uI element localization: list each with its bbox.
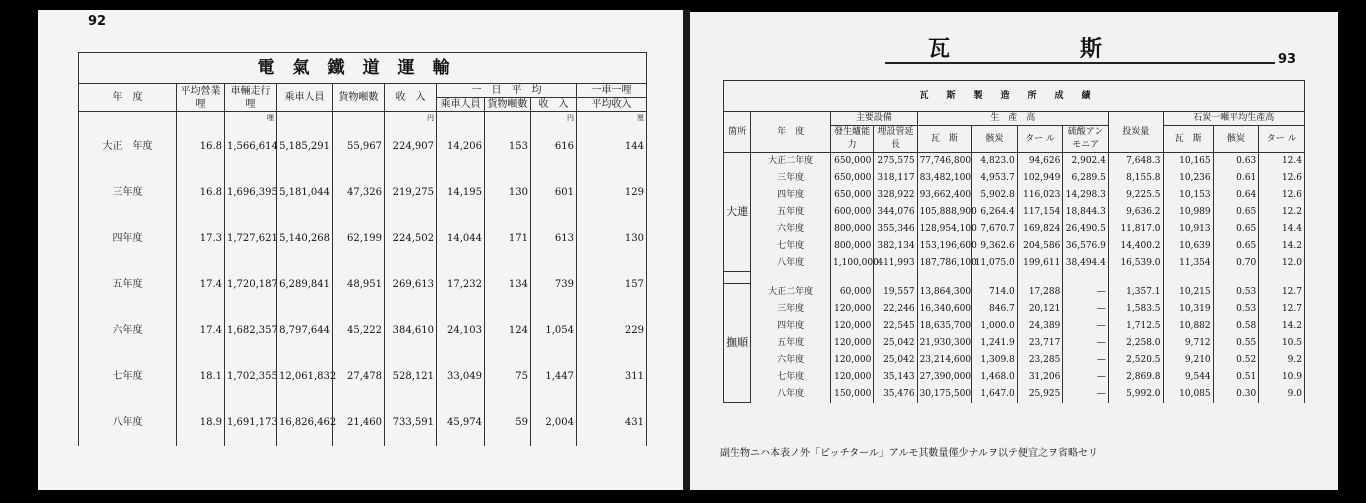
table-cell: 2,869.8 <box>1108 369 1163 386</box>
table-cell: 11,075.0 <box>972 255 1018 272</box>
table-cell: 55,967 <box>333 124 385 170</box>
table-cell: 30,175,500 <box>917 386 972 403</box>
electric-railway-table <box>78 52 647 446</box>
table-cell: — <box>1063 335 1109 352</box>
row-year: 六年度 <box>79 308 177 354</box>
table-cell: 23,214,600 <box>917 352 972 369</box>
table-cell: 75 <box>485 354 531 400</box>
table-cell: 5,185,291 <box>277 124 333 170</box>
row-year: 七年度 <box>751 369 831 386</box>
table-cell: 94,626 <box>1017 153 1063 170</box>
table-cell: 12.0 <box>1259 255 1305 272</box>
table-cell: 18.9 <box>177 400 225 446</box>
row-year: 五年度 <box>751 204 831 221</box>
footnote: 副生物ニハ本表ノ外「ピッチタール」アルモ其數量僅少ナルヲ以テ便宜之ヲ省略セリ <box>720 448 1098 459</box>
table-cell: 102,949 <box>1017 170 1063 187</box>
table-cell: 11,354 <box>1163 255 1213 272</box>
header-passengers: 乘車人員 <box>277 84 333 112</box>
row-year: 三年度 <box>751 301 831 318</box>
place-label: 大連 <box>724 153 751 272</box>
table-cell: 601 <box>531 170 577 216</box>
table-cell: 116,023 <box>1017 187 1063 204</box>
table-cell: — <box>1063 318 1109 335</box>
table-cell: 120,000 <box>831 352 874 369</box>
table-cell: 120,000 <box>831 318 874 335</box>
table-cell: 229 <box>577 308 647 354</box>
book-spine <box>683 10 690 490</box>
table-cell: 1,000.0 <box>972 318 1018 335</box>
table-cell: 328,922 <box>874 187 917 204</box>
table-cell: 171 <box>485 216 531 262</box>
table-cell: 9,712 <box>1163 335 1213 352</box>
table-cell: 0.55 <box>1213 335 1259 352</box>
table-row <box>724 204 1305 221</box>
table-cell: 117,154 <box>1017 204 1063 221</box>
table-cell: 21,460 <box>333 400 385 446</box>
table-cell: 0.63 <box>1213 153 1259 170</box>
table-cell: 269,613 <box>385 262 437 308</box>
table-cell: 13,864,300 <box>917 284 972 301</box>
table-cell: 1,566,614 <box>225 124 277 170</box>
table-cell: 83,482,100 <box>917 170 972 187</box>
table-cell: 5,902.8 <box>972 187 1018 204</box>
table-cell: 0.30 <box>1213 386 1259 403</box>
table-row <box>79 354 647 400</box>
table-cell: 153,196,600 <box>917 238 972 255</box>
subheader-passengers: 乘車人員 <box>437 98 485 112</box>
table-cell: 105,888,900 <box>917 204 972 221</box>
header-per-car: 一車一哩 <box>577 84 647 98</box>
table-cell: 9,544 <box>1163 369 1213 386</box>
page-number-left: 92 <box>88 14 107 29</box>
table-cell: — <box>1063 369 1109 386</box>
table-cell: 9,636.2 <box>1108 204 1163 221</box>
header-freight-tons: 貨物噸數 <box>333 84 385 112</box>
table-cell: 27,478 <box>333 354 385 400</box>
table-cell: 344,076 <box>874 204 917 221</box>
header-per-ton-output: 石炭一噸平均生產高 <box>1163 112 1304 126</box>
table-cell: 24,103 <box>437 308 485 354</box>
table-cell: 35,143 <box>874 369 917 386</box>
table-cell: 26,490.5 <box>1063 221 1109 238</box>
page-number-right: 93 <box>1278 52 1297 67</box>
table-cell: 48,951 <box>333 262 385 308</box>
table-row <box>724 352 1305 369</box>
table-cell: 134 <box>485 262 531 308</box>
table-cell: 21,930,300 <box>917 335 972 352</box>
row-year: 六年度 <box>751 352 831 369</box>
table-cell: 0.58 <box>1213 318 1259 335</box>
table-cell: 9,362.6 <box>972 238 1018 255</box>
table-cell: 47,326 <box>333 170 385 216</box>
table-cell: 129 <box>577 170 647 216</box>
subheader-tar-per-ton: ター ル <box>1259 126 1305 153</box>
table-cell: 5,181,044 <box>277 170 333 216</box>
subheader-coke: 骸炭 <box>972 126 1018 153</box>
left-page <box>38 10 683 490</box>
row-year: 八年度 <box>751 386 831 403</box>
table-cell: 1,583.5 <box>1108 301 1163 318</box>
table-cell: — <box>1063 352 1109 369</box>
table-cell: 7,648.3 <box>1108 153 1163 170</box>
table-cell: 10,236 <box>1163 170 1213 187</box>
header-year: 年 度 <box>79 84 177 112</box>
gas-plant-table <box>723 80 1305 403</box>
table-row <box>79 124 647 170</box>
table-row <box>79 400 647 446</box>
table-cell: 10.5 <box>1259 335 1305 352</box>
table-cell: 800,000 <box>831 238 874 255</box>
table-cell: 10,215 <box>1163 284 1213 301</box>
table-cell: 1,682,357 <box>225 308 277 354</box>
subheader-gas: 瓦 斯 <box>917 126 972 153</box>
subheader-freight: 貨物噸數 <box>485 98 531 112</box>
table-cell: 124 <box>485 308 531 354</box>
header-avg-route: 平均營業哩 <box>177 84 225 112</box>
subheader-tar: ター ル <box>1017 126 1063 153</box>
table-cell: 0.61 <box>1213 170 1259 187</box>
table-cell: 14.4 <box>1259 221 1305 238</box>
table-cell: 9,210 <box>1163 352 1213 369</box>
table-cell: 10.9 <box>1259 369 1305 386</box>
table-cell: 17.4 <box>177 308 225 354</box>
table-cell: 2,004 <box>531 400 577 446</box>
table-cell: 17.3 <box>177 216 225 262</box>
table-cell: 128,954,100 <box>917 221 972 238</box>
subheader-ammonia: 硫酸アンモニア <box>1063 126 1109 153</box>
table-cell: 22,545 <box>874 318 917 335</box>
header-revenue: 收 入 <box>385 84 437 112</box>
table-cell: 12,061,832 <box>277 354 333 400</box>
table-cell: 650,000 <box>831 170 874 187</box>
subheader-pipe-length: 埋設管延長 <box>874 126 917 153</box>
table-cell: 411,993 <box>874 255 917 272</box>
table-cell: 1,054 <box>531 308 577 354</box>
table-cell: 2,258.0 <box>1108 335 1163 352</box>
table-cell: 120,000 <box>831 369 874 386</box>
table-cell: 120,000 <box>831 335 874 352</box>
row-year: 三年度 <box>79 170 177 216</box>
table-cell: — <box>1063 301 1109 318</box>
table-cell: 14,195 <box>437 170 485 216</box>
header-main-equipment: 主要設備 <box>831 112 918 126</box>
table-cell: 16,826,462 <box>277 400 333 446</box>
header-production: 生 產 高 <box>917 112 1108 126</box>
table-cell: 77,746,800 <box>917 153 972 170</box>
table-cell: 45,974 <box>437 400 485 446</box>
table-cell: 93,662,400 <box>917 187 972 204</box>
table-cell: 800,000 <box>831 221 874 238</box>
table-row <box>79 262 647 308</box>
table-cell: 9,225.5 <box>1108 187 1163 204</box>
table-cell: 431 <box>577 400 647 446</box>
table-row <box>724 221 1305 238</box>
table-cell: 355,346 <box>874 221 917 238</box>
table-cell: 7,670.7 <box>972 221 1018 238</box>
table-cell: 311 <box>577 354 647 400</box>
table-cell: 10,913 <box>1163 221 1213 238</box>
table-cell: 45,222 <box>333 308 385 354</box>
table-cell: 59 <box>485 400 531 446</box>
table-cell: 0.52 <box>1213 352 1259 369</box>
left-table-title: 電氣鐵道運輸 <box>79 53 647 84</box>
table-cell: 0.51 <box>1213 369 1259 386</box>
table-row <box>724 170 1305 187</box>
table-cell: 733,591 <box>385 400 437 446</box>
table-cell: 5,140,268 <box>277 216 333 262</box>
row-year: 三年度 <box>751 170 831 187</box>
table-cell: 187,786,100 <box>917 255 972 272</box>
row-year: 五年度 <box>79 262 177 308</box>
table-row <box>724 318 1305 335</box>
table-cell: — <box>1063 386 1109 403</box>
table-cell: 12.6 <box>1259 187 1305 204</box>
table-cell: 16,539.0 <box>1108 255 1163 272</box>
table-row <box>724 238 1305 255</box>
table-cell: 10,639 <box>1163 238 1213 255</box>
subheader-revenue: 收 入 <box>531 98 577 112</box>
table-row <box>724 335 1305 352</box>
table-cell: 219,275 <box>385 170 437 216</box>
table-cell: 23,285 <box>1017 352 1063 369</box>
table-cell: 23,717 <box>1017 335 1063 352</box>
table-cell: 14,298.3 <box>1063 187 1109 204</box>
table-cell: 38,494.4 <box>1063 255 1109 272</box>
table-cell: 0.53 <box>1213 284 1259 301</box>
table-cell: 19,557 <box>874 284 917 301</box>
table-cell: 12.7 <box>1259 301 1305 318</box>
table-cell: 27,390,000 <box>917 369 972 386</box>
table-cell: 14.2 <box>1259 238 1305 255</box>
table-cell: 1,696,395 <box>225 170 277 216</box>
table-cell: 714.0 <box>972 284 1018 301</box>
row-year: 五年度 <box>751 335 831 352</box>
table-row <box>724 301 1305 318</box>
table-cell: 17,232 <box>437 262 485 308</box>
header-coal-amount: 投炭量 <box>1108 112 1163 153</box>
table-cell: 384,610 <box>385 308 437 354</box>
table-cell: 1,468.0 <box>972 369 1018 386</box>
table-cell: 24,389 <box>1017 318 1063 335</box>
table-cell: 1,241.9 <box>972 335 1018 352</box>
header-vehicle-miles: 車輛走行哩 <box>225 84 277 112</box>
row-year: 七年度 <box>79 354 177 400</box>
table-cell: 10,085 <box>1163 386 1213 403</box>
table-cell: 275,575 <box>874 153 917 170</box>
table-cell: 6,264.4 <box>972 204 1018 221</box>
table-cell: 0.70 <box>1213 255 1259 272</box>
table-cell: 20,121 <box>1017 301 1063 318</box>
table-cell: 6,289,841 <box>277 262 333 308</box>
row-year: 大正 年度 <box>79 124 177 170</box>
subheader-coke-per-ton: 骸炭 <box>1213 126 1259 153</box>
table-cell: 9.0 <box>1259 386 1305 403</box>
table-row <box>724 284 1305 301</box>
table-cell: 36,576.9 <box>1063 238 1109 255</box>
table-cell: 16.8 <box>177 170 225 216</box>
header-location: 箇所 <box>724 112 751 153</box>
table-cell: 60,000 <box>831 284 874 301</box>
table-cell: 16,340,600 <box>917 301 972 318</box>
table-row <box>724 255 1305 272</box>
group-divider <box>724 272 1305 284</box>
table-cell: 528,121 <box>385 354 437 400</box>
header-year-r: 年 度 <box>751 112 831 153</box>
table-cell: 846.7 <box>972 301 1018 318</box>
table-cell: 1,712.5 <box>1108 318 1163 335</box>
table-cell: 14,206 <box>437 124 485 170</box>
unit-rin: 厘 <box>577 112 647 125</box>
table-cell: 1,309.8 <box>972 352 1018 369</box>
unit-mile: 哩 <box>225 112 277 125</box>
table-cell: 12.2 <box>1259 204 1305 221</box>
table-cell: 130 <box>485 170 531 216</box>
row-year: 大正二年度 <box>751 153 831 170</box>
table-cell: 1,100,000 <box>831 255 874 272</box>
table-cell: 10,989 <box>1163 204 1213 221</box>
table-cell: 0.64 <box>1213 187 1259 204</box>
table-cell: 739 <box>531 262 577 308</box>
row-year: 六年度 <box>751 221 831 238</box>
table-cell: 5,992.0 <box>1108 386 1163 403</box>
table-cell: 0.53 <box>1213 301 1259 318</box>
table-row <box>724 369 1305 386</box>
place-label: 撫順 <box>724 284 751 403</box>
table-cell: 9.2 <box>1259 352 1305 369</box>
table-cell: 12.4 <box>1259 153 1305 170</box>
table-cell: 33,049 <box>437 354 485 400</box>
table-cell: 1,702,355 <box>225 354 277 400</box>
table-cell: 1,727,621 <box>225 216 277 262</box>
table-cell: 616 <box>531 124 577 170</box>
table-cell: 204,586 <box>1017 238 1063 255</box>
table-cell: 8,155.8 <box>1108 170 1163 187</box>
table-cell: 35,476 <box>874 386 917 403</box>
table-cell: 224,502 <box>385 216 437 262</box>
table-cell: 2,902.4 <box>1063 153 1109 170</box>
table-cell: 10,165 <box>1163 153 1213 170</box>
table-cell: 613 <box>531 216 577 262</box>
table-row <box>79 308 647 354</box>
table-row <box>79 216 647 262</box>
header-daily-avg: 一 日 平 均 <box>437 84 577 98</box>
table-cell: 144 <box>577 124 647 170</box>
table-cell: 25,925 <box>1017 386 1063 403</box>
table-row <box>724 153 1305 170</box>
table-cell: 382,134 <box>874 238 917 255</box>
table-cell: 14,400.2 <box>1108 238 1163 255</box>
table-cell: 130 <box>577 216 647 262</box>
table-cell: 1,720,187 <box>225 262 277 308</box>
table-cell: 17,288 <box>1017 284 1063 301</box>
table-cell: 199,611 <box>1017 255 1063 272</box>
table-cell: 0.65 <box>1213 238 1259 255</box>
table-cell: — <box>1063 284 1109 301</box>
table-row <box>724 187 1305 204</box>
table-cell: 31,206 <box>1017 369 1063 386</box>
table-cell: 12.7 <box>1259 284 1305 301</box>
table-row <box>724 386 1305 403</box>
table-cell: 120,000 <box>831 301 874 318</box>
table-cell: 17.4 <box>177 262 225 308</box>
right-table-title: 瓦斯製造所成績 <box>724 81 1305 112</box>
table-cell: 18,844.3 <box>1063 204 1109 221</box>
table-cell: 6,289.5 <box>1063 170 1109 187</box>
subheader-per-car-revenue: 平均收入 <box>577 98 647 112</box>
table-cell: 1,691,173 <box>225 400 277 446</box>
table-cell: 22,246 <box>874 301 917 318</box>
row-year: 四年度 <box>79 216 177 262</box>
gas-section-title: 瓦斯 <box>885 36 1275 64</box>
row-year: 四年度 <box>751 318 831 335</box>
table-cell: 318,117 <box>874 170 917 187</box>
table-cell: 25,042 <box>874 352 917 369</box>
table-cell: 1,357.1 <box>1108 284 1163 301</box>
table-cell: 18.1 <box>177 354 225 400</box>
table-cell: 18,635,700 <box>917 318 972 335</box>
row-year: 大正二年度 <box>751 284 831 301</box>
table-cell: 8,797,644 <box>277 308 333 354</box>
row-year: 八年度 <box>751 255 831 272</box>
row-year: 八年度 <box>79 400 177 446</box>
row-year: 七年度 <box>751 238 831 255</box>
table-cell: 10,319 <box>1163 301 1213 318</box>
table-cell: 153 <box>485 124 531 170</box>
table-cell: 650,000 <box>831 153 874 170</box>
table-cell: 4,823.0 <box>972 153 1018 170</box>
table-cell: 16.8 <box>177 124 225 170</box>
table-cell: 25,042 <box>874 335 917 352</box>
table-cell: 600,000 <box>831 204 874 221</box>
table-cell: 150,000 <box>831 386 874 403</box>
table-cell: 62,199 <box>333 216 385 262</box>
right-page <box>690 12 1338 490</box>
unit-yen-2: 円 <box>531 112 577 125</box>
table-cell: 169,824 <box>1017 221 1063 238</box>
table-cell: 4,953.7 <box>972 170 1018 187</box>
unit-yen: 円 <box>385 112 437 125</box>
table-cell: 1,647.0 <box>972 386 1018 403</box>
table-cell: 224,907 <box>385 124 437 170</box>
table-cell: 14,044 <box>437 216 485 262</box>
table-cell: 2,520.5 <box>1108 352 1163 369</box>
table-cell: 157 <box>577 262 647 308</box>
row-year: 四年度 <box>751 187 831 204</box>
table-cell: 11,817.0 <box>1108 221 1163 238</box>
table-cell: 12.6 <box>1259 170 1305 187</box>
subheader-gas-per-ton: 瓦 斯 <box>1163 126 1213 153</box>
table-cell: 0.65 <box>1213 221 1259 238</box>
table-cell: 10,153 <box>1163 187 1213 204</box>
table-cell: 650,000 <box>831 187 874 204</box>
table-row <box>79 170 647 216</box>
table-cell: 1,447 <box>531 354 577 400</box>
subheader-gas-capacity: 發生爐能力 <box>831 126 874 153</box>
table-cell: 14.2 <box>1259 318 1305 335</box>
table-cell: 0.65 <box>1213 204 1259 221</box>
table-cell: 10,882 <box>1163 318 1213 335</box>
